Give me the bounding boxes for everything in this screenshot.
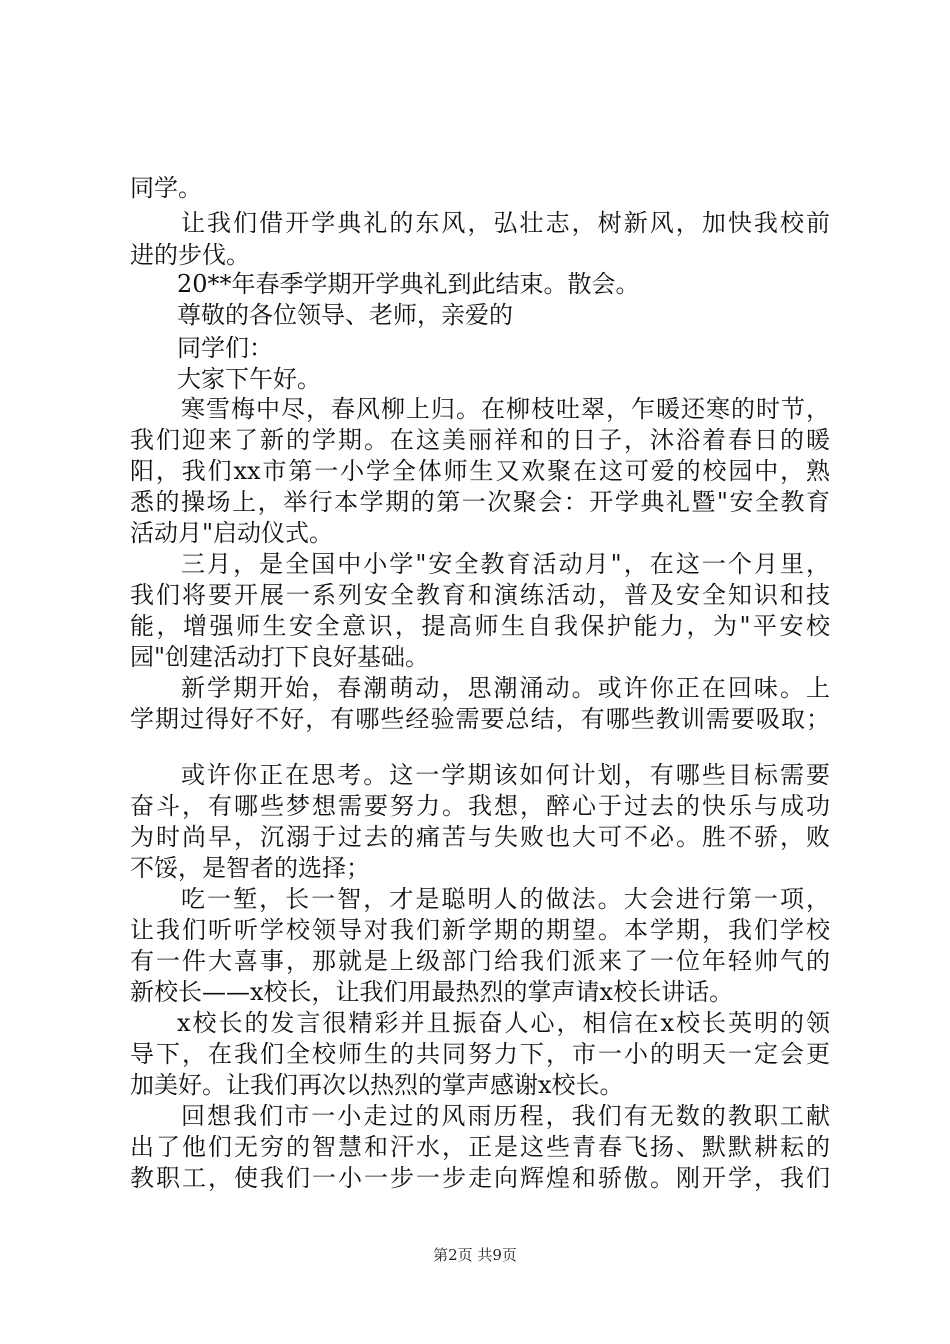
text-line: 有一件大喜事，那就是上级部门给我们派来了一位年轻帅气的 <box>130 947 830 975</box>
text-line: 或许你正在思考。这一学期该如何计划，有哪些目标需要 <box>181 761 830 789</box>
text-line: 三月，是全国中小学"安全教育活动月"，在这一个月里， <box>181 550 830 578</box>
text-line: 寒雪梅中尽，春风柳上归。在柳枝吐翠，乍暖还寒的时节， <box>181 395 830 423</box>
text-line: 让我们听听学校领导对我们新学期的期望。本学期，我们学校 <box>130 916 830 944</box>
page-number-footer: 第2页 共9页 <box>433 1246 517 1264</box>
text-line: 吃一堑，长一智，才是聪明人的做法。大会进行第一项， <box>181 885 830 913</box>
text-line: 学期过得好不好，有哪些经验需要总结，有哪些教训需要吸取； <box>130 705 830 733</box>
text-line: 园"创建活动打下良好基础。 <box>130 643 430 671</box>
text-line: 回想我们市一小走过的风雨历程，我们有无数的教职工献 <box>181 1102 830 1130</box>
text-line: 为时尚早，沉溺于过去的痛苦与失败也大可不必。胜不骄，败 <box>130 823 830 851</box>
text-line: 能，增强师生安全意识，提高师生自我保护能力，为"平安校 <box>130 612 830 640</box>
text-line: 尊敬的各位领导、老师，亲爱的 <box>177 301 513 329</box>
text-line: 新校长——x校长，让我们用最热烈的掌声请x校长讲话。 <box>130 978 734 1006</box>
text-line: 同学们： <box>177 334 273 362</box>
text-line: 悉的操场上，举行本学期的第一次聚会：开学典礼暨"安全教育 <box>130 488 830 516</box>
text-line: 同学。 <box>130 174 202 202</box>
text-line: 奋斗，有哪些梦想需要努力。我想，醉心于过去的快乐与成功 <box>130 792 830 820</box>
text-line: 进的步伐。 <box>130 241 250 269</box>
text-line: 活动月"启动仪式。 <box>130 519 334 547</box>
text-line: 出了他们无穷的智慧和汗水，正是这些青春飞扬、默默耕耘的 <box>130 1133 830 1161</box>
text-line: 我们迎来了新的学期。在这美丽祥和的日子，沐浴着春日的暖 <box>130 426 830 454</box>
text-line: 教职工，使我们一小一步一步走向辉煌和骄傲。刚开学，我们 <box>130 1164 830 1192</box>
text-line: 不馁，是智者的选择； <box>130 854 370 882</box>
text-line: 加美好。让我们再次以热烈的掌声感谢x校长。 <box>130 1071 624 1099</box>
text-line: 大家下午好。 <box>177 365 321 393</box>
text-line: 导下，在我们全校师生的共同努力下，市一小的明天一定会更 <box>130 1040 830 1068</box>
text-line: 20**年春季学期开学典礼到此结束。散会。 <box>177 270 640 298</box>
text-line: 我们将要开展一系列安全教育和演练活动，普及安全知识和技 <box>130 581 830 609</box>
text-line: 阳，我们xx市第一小学全体师生又欢聚在这可爱的校园中，熟 <box>130 457 830 485</box>
text-line: 新学期开始，春潮萌动，思潮涌动。或许你正在回味。上 <box>181 674 830 702</box>
text-line: x校长的发言很精彩并且振奋人心，相信在x校长英明的领 <box>177 1009 830 1037</box>
text-line: 让我们借开学典礼的东风，弘壮志，树新风，加快我校前 <box>181 209 830 237</box>
